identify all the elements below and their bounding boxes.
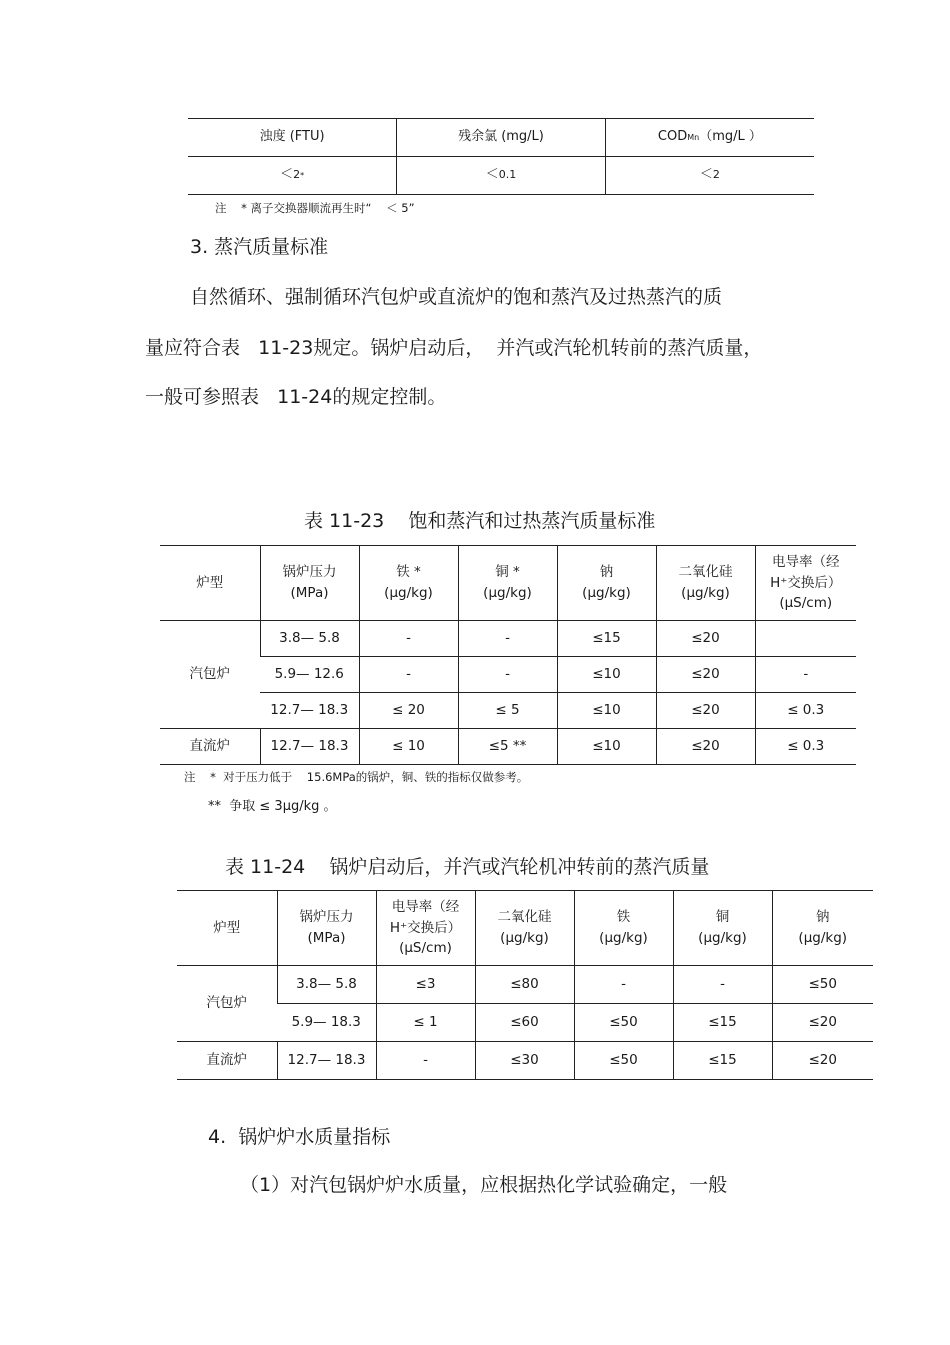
table-cell: ≤20	[772, 1004, 873, 1042]
table-row	[160, 693, 856, 729]
table-row	[177, 1042, 873, 1080]
header-cell	[376, 891, 475, 966]
table-cell: ≤20	[656, 621, 755, 657]
table-cell: ≤80	[475, 966, 574, 1004]
header-unit: (μg/kg)	[384, 585, 433, 601]
table-row	[188, 157, 814, 195]
header-unit: (μg/kg)	[599, 930, 648, 946]
table-cell: ≤50	[772, 966, 873, 1004]
table-cell: 3.8— 5.8	[260, 621, 359, 657]
value: 0.1	[498, 168, 517, 182]
header-text: 电导率（经	[772, 553, 840, 570]
table-note: ** 争取 ≤ 3μg/kg 。	[208, 799, 337, 814]
table-cell: ≤3	[376, 966, 475, 1004]
table-note: 注 * 对于压力低于 15.6MPa的锅炉，铜、铁的指标仅做参考。	[184, 770, 529, 784]
table-cell: 12.7— 18.3	[260, 729, 359, 765]
header-unit: (μS/cm)	[399, 940, 452, 957]
header-unit: (MPa)	[307, 930, 346, 946]
header-text: 电导率（经	[391, 898, 460, 915]
header-cell	[557, 546, 656, 621]
header-text: 二氧化硅	[497, 909, 552, 926]
cod-subscript: Mn	[687, 133, 700, 143]
table-cell: ≤ 0.3	[755, 729, 856, 765]
header-text: 钠	[599, 564, 614, 581]
startup-steam-quality-table	[177, 890, 873, 1080]
header-cell	[673, 891, 772, 966]
boiler-type-cell: 直流炉	[177, 1042, 277, 1080]
header-unit: (μS/cm)	[779, 595, 833, 612]
header-cell	[160, 546, 260, 621]
paragraph-line: 量应符合表 11-23规定。锅炉启动后， 并汽或汽轮机转前的蒸汽质量，	[145, 337, 763, 359]
table-cell: ≤30	[475, 1042, 574, 1080]
table-cell: ≤15	[673, 1004, 772, 1042]
table-cell: 12.7— 18.3	[277, 1042, 376, 1080]
header-text: 炉型	[196, 574, 224, 591]
header-cell	[772, 891, 873, 966]
header-unit: (μg/kg)	[798, 930, 848, 946]
header-cell: 浊度 (FTU)	[188, 119, 397, 157]
value-cell	[397, 157, 606, 195]
table-cell: 3.8— 5.8	[277, 966, 376, 1004]
boiler-type-cell: 汽包炉	[177, 966, 277, 1042]
table-cell: ≤20	[656, 729, 755, 765]
table-cell: 5.9— 12.6	[260, 657, 359, 693]
header-cell	[260, 546, 359, 621]
header-unit: (μg/kg)	[483, 585, 532, 601]
section-heading: 3. 蒸汽质量标准	[190, 236, 329, 258]
table-cell: ≤ 0.3	[755, 693, 856, 729]
table-cell	[755, 621, 856, 657]
table-caption: 表 11-23 饱和蒸汽和过热蒸汽质量标准	[304, 510, 656, 532]
header-cell	[177, 891, 277, 966]
header-cell	[277, 891, 376, 966]
table-cell: ≤60	[475, 1004, 574, 1042]
header-unit: (μg/kg)	[681, 585, 730, 601]
table-cell: ≤10	[557, 693, 656, 729]
table-cell: -	[359, 657, 458, 693]
steam-quality-table	[160, 545, 856, 765]
header-cell	[458, 546, 557, 621]
header-cell	[755, 546, 856, 621]
header-text: 二氧化硅	[678, 564, 733, 581]
table-cell: ≤ 20	[359, 693, 458, 729]
table-cell: ≤10	[557, 657, 656, 693]
table-row	[177, 966, 873, 1004]
paragraph-line: 自然循环、强制循环汽包炉或直流炉的饱和蒸汽及过热蒸汽的质	[190, 286, 723, 308]
table-header-row	[188, 119, 814, 157]
table-cell: -	[458, 657, 557, 693]
header-text: H⁺交换后）	[770, 574, 842, 591]
footnote-mark: *	[300, 171, 305, 181]
value: 2	[293, 168, 301, 182]
table-cell: -	[574, 966, 673, 1004]
header-text: 铁	[616, 909, 631, 926]
cod-label: COD	[657, 129, 688, 145]
paragraph-line: （1）对汽包锅炉炉水质量，应根据热化学试验确定，一般	[240, 1174, 728, 1196]
table-header-row	[177, 891, 873, 966]
boiler-type-cell: 直流炉	[160, 729, 260, 765]
table-cell: ≤15	[557, 621, 656, 657]
table-cell: -	[359, 621, 458, 657]
table-cell: -	[673, 966, 772, 1004]
water-quality-table	[188, 118, 814, 195]
value-cell	[188, 157, 397, 195]
boiler-type-cell: 汽包炉	[160, 621, 260, 729]
table-row	[177, 1004, 873, 1042]
table-cell: ≤ 5	[458, 693, 557, 729]
header-unit: (μg/kg)	[500, 930, 549, 946]
table-cell: ≤15	[673, 1042, 772, 1080]
header-text: 锅炉压力	[282, 564, 337, 581]
header-text: 钠	[816, 909, 830, 926]
table-cell: ≤ 10	[359, 729, 458, 765]
table-cell: 5.9— 18.3	[277, 1004, 376, 1042]
header-text: 炉型	[213, 919, 241, 936]
header-text: 铜 *	[495, 564, 520, 581]
value: 2	[712, 168, 720, 182]
table-cell: -	[755, 657, 856, 693]
table-cell: ≤20	[656, 657, 755, 693]
less-than-symbol: ＜	[699, 167, 713, 183]
header-unit: (μg/kg)	[698, 930, 747, 946]
table-cell: -	[376, 1042, 475, 1080]
table-cell: -	[458, 621, 557, 657]
table-row	[160, 729, 856, 765]
table-cell: ≤20	[772, 1042, 873, 1080]
cod-unit: （mg/L ）	[699, 129, 762, 145]
value-cell	[605, 157, 814, 195]
less-than-symbol: ＜	[485, 167, 499, 183]
table-caption: 表 11-24 锅炉启动后，并汽或汽轮机冲转前的蒸汽质量	[225, 856, 710, 878]
table-note: 注 * 离子交换器顺流再生时“ ＜ 5”	[215, 201, 415, 215]
header-cell	[359, 546, 458, 621]
header-unit: (MPa)	[290, 585, 329, 601]
header-text: 铁 *	[396, 564, 421, 581]
table-cell: ≤5 **	[458, 729, 557, 765]
paragraph-line: 一般可参照表 11-24的规定控制。	[145, 386, 447, 408]
header-cell	[656, 546, 755, 621]
section-heading: 4. 锅炉炉水质量指标	[208, 1126, 391, 1148]
header-cell: 残余氯 (mg/L)	[397, 119, 606, 157]
table-cell: ≤10	[557, 729, 656, 765]
table-cell: 12.7— 18.3	[260, 693, 359, 729]
header-unit: (μg/kg)	[582, 585, 631, 601]
table-cell: ≤ 1	[376, 1004, 475, 1042]
header-cell	[475, 891, 574, 966]
header-cell	[605, 119, 814, 157]
table-row	[160, 657, 856, 693]
header-text: H⁺交换后）	[389, 919, 462, 936]
header-text: 铜	[715, 909, 730, 926]
table-cell: ≤20	[656, 693, 755, 729]
table-header-row	[160, 546, 856, 621]
less-than-symbol: ＜	[280, 167, 294, 183]
table-cell: ≤50	[574, 1004, 673, 1042]
header-cell	[574, 891, 673, 966]
table-cell: ≤50	[574, 1042, 673, 1080]
header-text: 锅炉压力	[299, 909, 354, 926]
table-row	[160, 621, 856, 657]
